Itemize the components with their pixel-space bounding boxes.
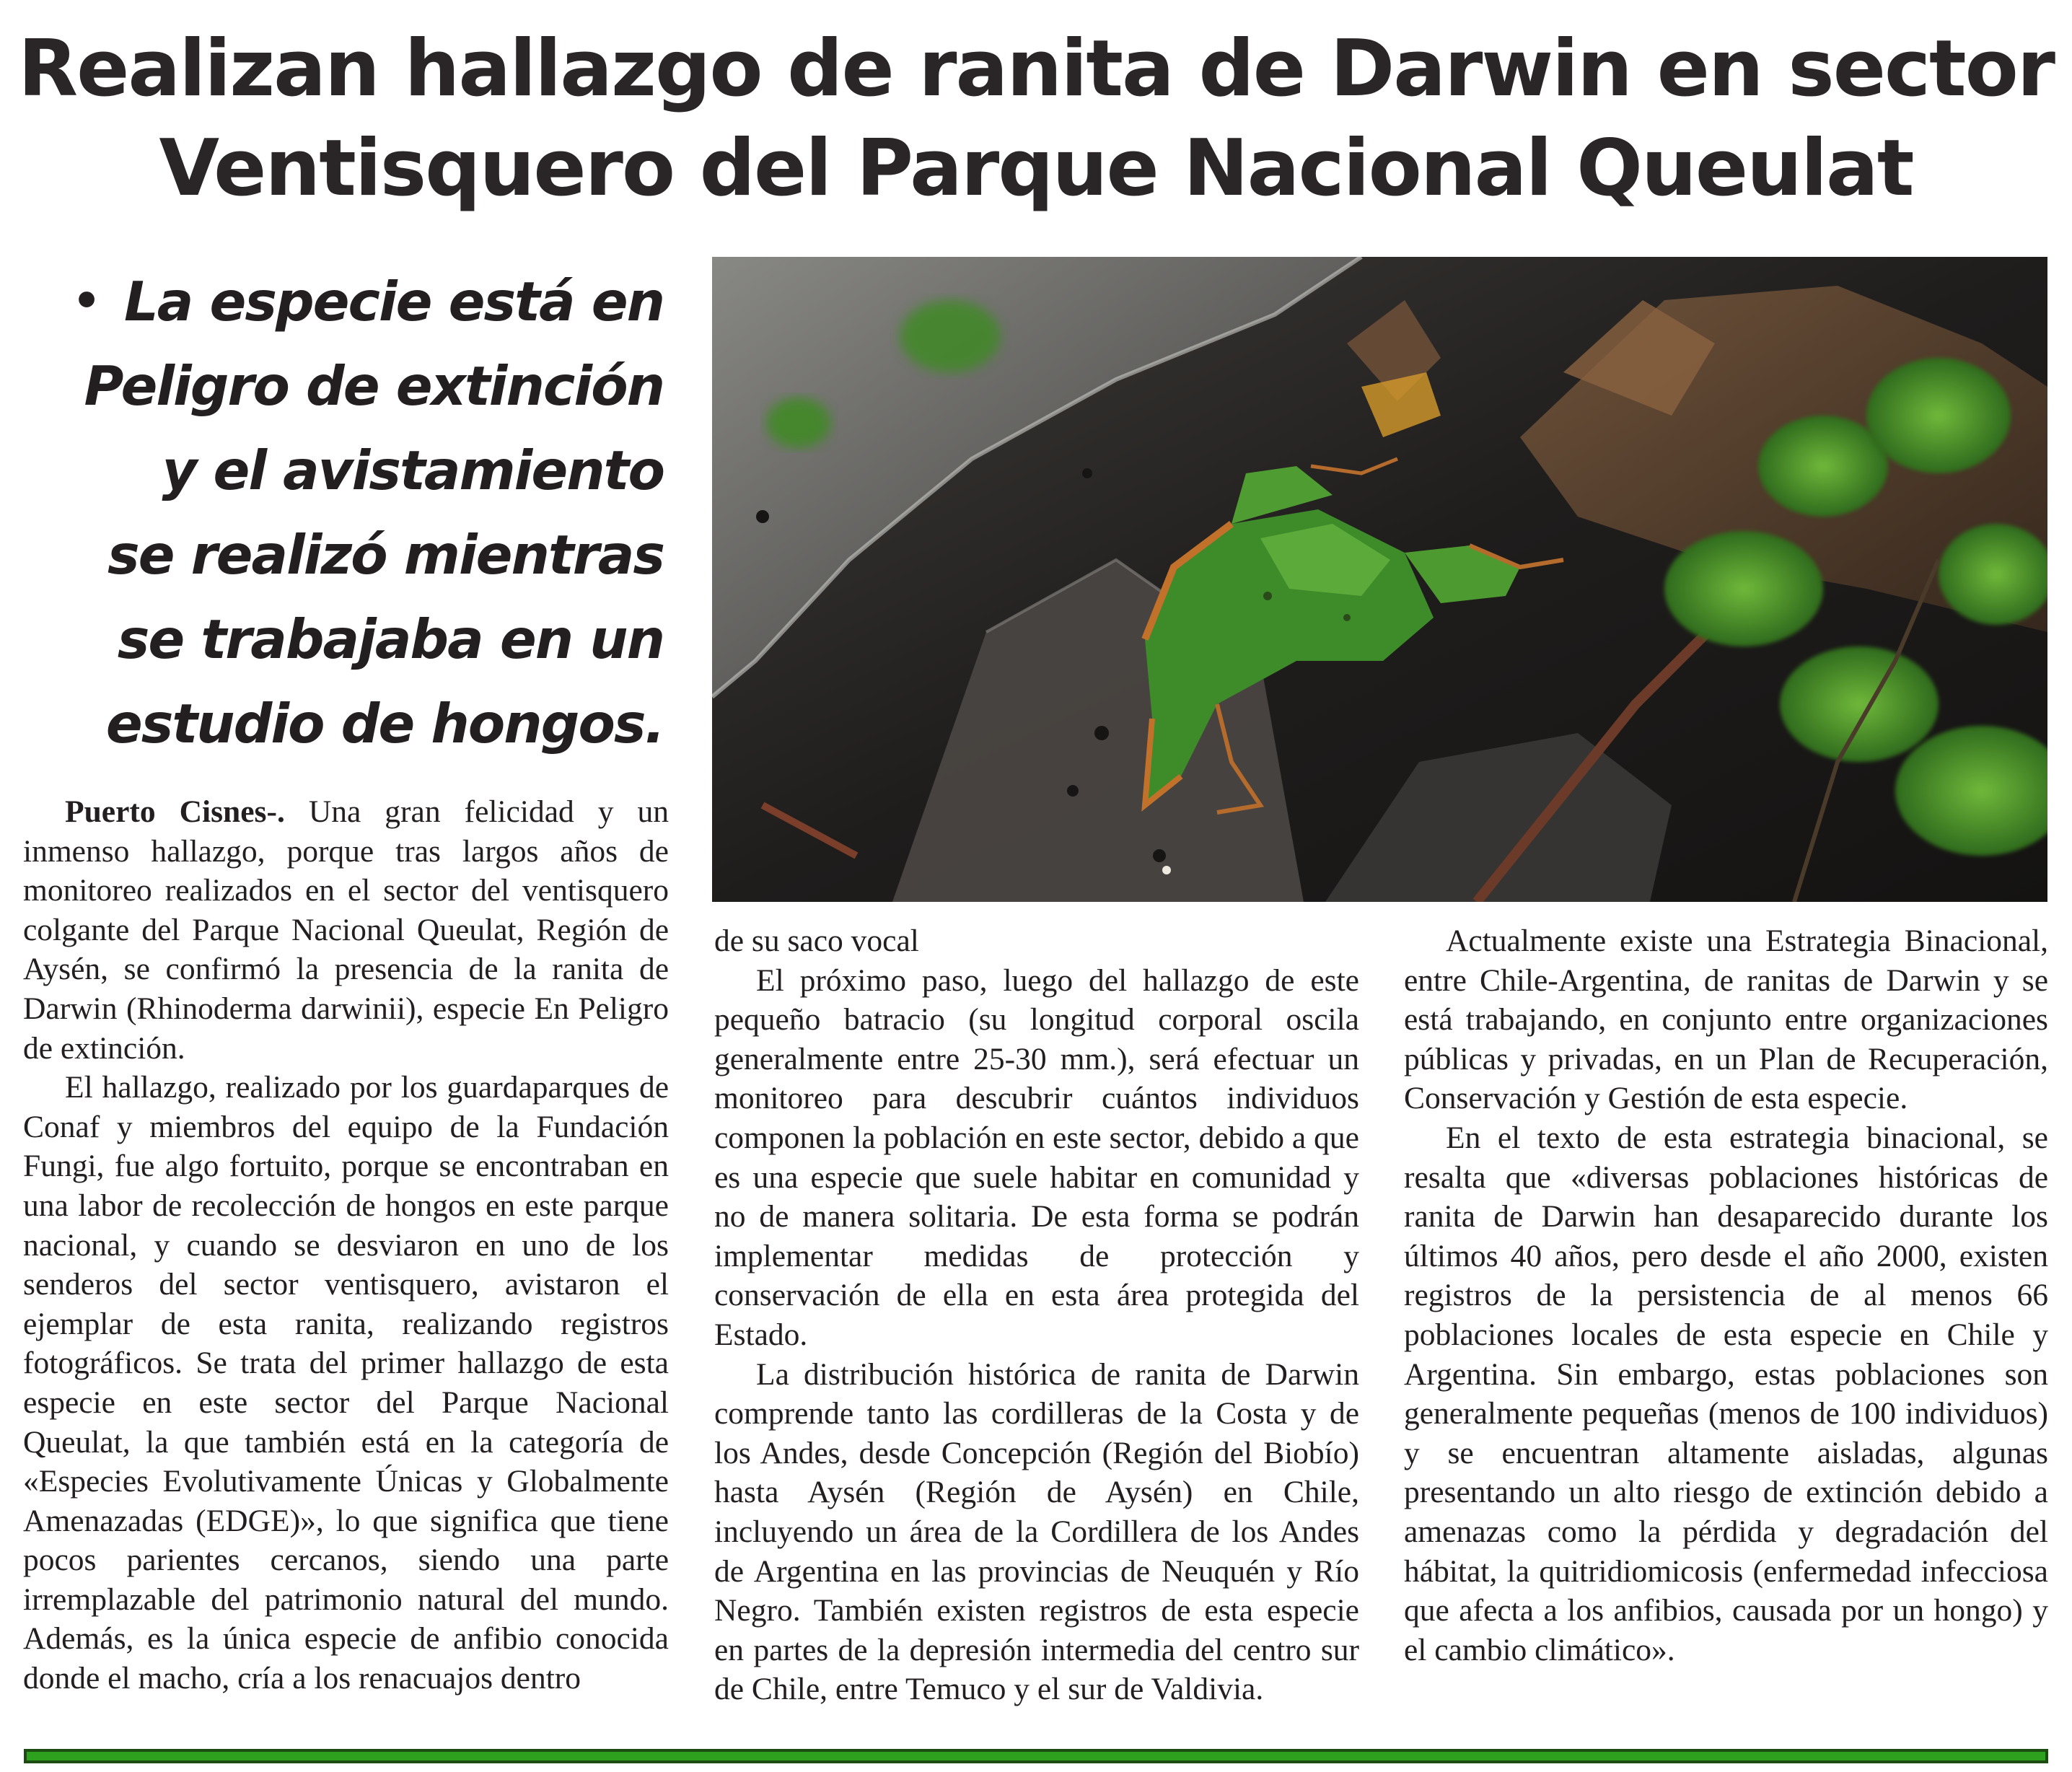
article-paragraph: Puerto Cisnes-. Una gran felicidad y un inmenso hallazgo, porque tras largos años de monitoreo realizados en el sector del ventisquero colgante del Parque Nacional Queulat, Región de Aysén, se confirmó la presencia de la ranita de Darwin (Rhinoderma darwinii), especie En Peligro de extinción. xyxy=(23,794,669,1066)
dateline: Puerto Cisnes-. xyxy=(65,794,285,829)
subhead-line-5: se trabajaba en un xyxy=(117,608,664,671)
article-paragraph: Actualmente existe una Estrategia Binacional, entre Chile-Argentina, de ranitas de Darwin y se está trabajando, en conjunto entre organizaciones públicas y privadas, en un Plan de Recuperación, Conservación y Gestión de esta especie. xyxy=(1404,924,2048,1116)
subhead-line-1: • La especie está en xyxy=(72,270,664,333)
subhead-line-3: y el avistamiento xyxy=(162,439,664,502)
bullet-icon: • xyxy=(72,274,100,327)
subhead-line-2: Peligro de extinción xyxy=(84,354,664,418)
frog-photo-illustration xyxy=(712,257,2047,902)
headline-line-2: Ventisquero del Parque Nacional Queulat xyxy=(159,123,1913,214)
frog-photo xyxy=(712,257,2047,902)
article-column-3 xyxy=(1404,921,2048,1670)
article-paragraph: La distribución histórica de ranita de Darwin comprende tanto las cordilleras de la Costa y de los Andes, desde Concepción (Región del Biobío) hasta Aysén (Región de Aysén) en Chile, incluyendo un área de la Cordillera de los Andes de Argentina en las provincias de Neuquén y Río Negro. También existen registros de esta especie en partes de la depresión intermedia del centro sur de Chile, entre Temuco y el sur de Valdivia. xyxy=(714,1356,1359,1707)
headline-line-1: Realizan hallazgo de ranita de Darwin en sector xyxy=(17,24,2055,114)
article-paragraph: El hallazgo, realizado por los guardaparques de Conaf y miembros del equipo de la Fundación Fungi, fue algo fortuito, porque se encontraban en una labor de recolección de hongos en este parque nacional, y cuando se desviaron en uno de los senderos del sector ventisquero, avistaron el ejemplar de esta ranita, realizando registros fotográficos. Se trata del primer hallazgo de esta especie en este sector del Parque Nacional Queulat, la que también está en la categoría de «Especies Evolutivamente Únicas y Globalmente Amenazadas (EDGE)», lo que significa que tiene pocos parientes cercanos, siendo una parte irremplazable del patrimonio natural del mundo. Además, es la única especie de anfibio conocida donde el macho, cría a los renacuajos dentro xyxy=(23,1070,669,1696)
article-column-1 xyxy=(23,792,669,1698)
article-column-2 xyxy=(714,921,1359,1709)
subhead-line-4: se realizó mientras xyxy=(107,523,664,587)
article-paragraph: El próximo paso, luego del hallazgo de este pequeño batracio (su longitud corporal oscila generalmente entre 25-30 mm.), será efectuar un monitoreo para descubrir cuántos individuos componen la población en este sector, debido a que es una especie que suele habitar en comunidad y no de manera solitaria. De esta forma se podrán implementar medidas de protección y conservación de ella en esta área protegida del Estado. xyxy=(714,962,1359,1352)
article-paragraph: de su saco vocal xyxy=(714,924,919,958)
subhead xyxy=(29,258,664,766)
subhead-line-6: estudio de hongos. xyxy=(105,692,664,755)
article-paragraph: En el texto de esta estrategia binacional, se resalta que «diversas poblaciones históricas de ranita de Darwin han desaparecido durante los últimos 40 años, pero desde el año 2000, existen registros de la persistencia de al menos 66 poblaciones locales de esta especie en Chile y Argentina. Sin embargo, estas poblaciones son generalmente pequeñas (menos de 100 individuos) y se encuentran altamente aisladas, algunas presentando un alto riesgo de extinción debido a amenazas como la pérdida y degradación del hábitat, la quitridiomicosis (enfermedad infecciosa que afecta a los anfibios, causada por un hongo) y el cambio climático». xyxy=(1404,1120,2048,1667)
bottom-rule xyxy=(24,1749,2048,1763)
